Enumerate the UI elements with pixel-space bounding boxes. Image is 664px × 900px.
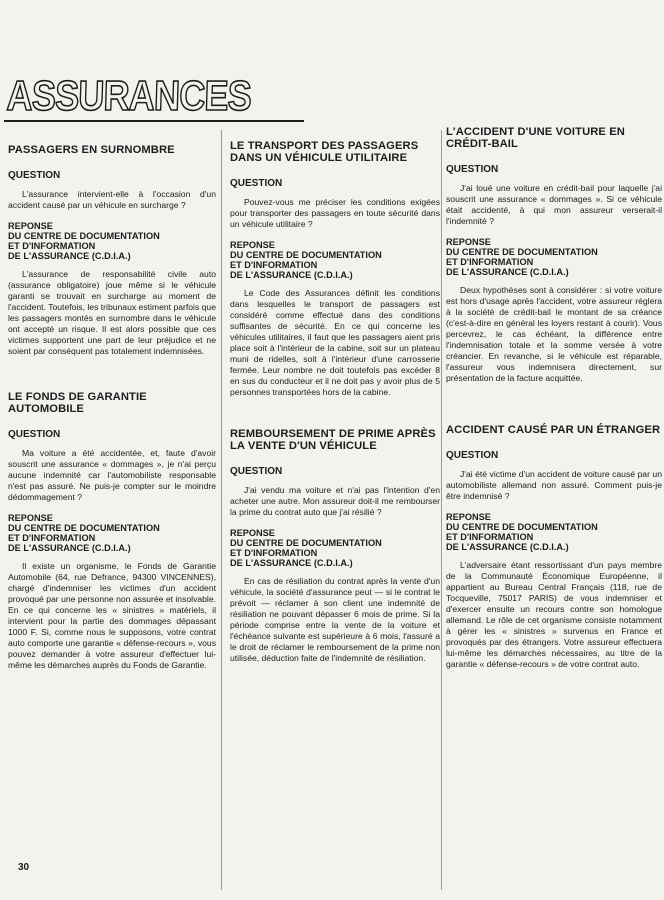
response-heading bbox=[8, 513, 216, 553]
question-label: QUESTION bbox=[8, 429, 61, 440]
question-text: J'ai loué une voiture en crédit-bail pour laquelle j'ai souscrit une assurance « dommages ». Si ce véhicule était accidenté, à qui mon assureur verserait-il l'indemnité ? bbox=[446, 183, 662, 226]
column-divider bbox=[221, 130, 222, 890]
answer-text: L'adversaire étant ressortissant d'un pays membre de la Communauté Économique Européenne, il appartient au Bureau Central Français (118, rue de Tocqueville, 75017 PARIS) de vous indemniser et d'exercer ensuite un recours contre son homologue allemand. Le rôle de cet organisme consiste notamment à gérer les « sinistres » survenus en France et provoqués par des étrangers. Votre assureur effectuera lui-même les démarches nécessaires, au titre de la garantie « défense-recours » de votre contrat auto. bbox=[446, 560, 662, 669]
question-label: QUESTION bbox=[8, 170, 61, 181]
response-line: DU CENTRE DE DOCUMENTATION bbox=[8, 523, 160, 533]
question-label: QUESTION bbox=[230, 466, 283, 477]
title-underline bbox=[4, 120, 304, 122]
response-line: REPONSE bbox=[8, 513, 53, 523]
article-title: LE FONDS DE GARANTIE AUTOMOBILE bbox=[8, 391, 147, 415]
article-credit-bail bbox=[446, 126, 662, 384]
response-heading bbox=[446, 237, 662, 277]
column-1 bbox=[8, 144, 216, 695]
response-line: REPONSE bbox=[446, 237, 491, 247]
response-line: REPONSE bbox=[446, 512, 491, 522]
article-passagers-surnombre bbox=[8, 144, 216, 357]
response-line: DE L'ASSURANCE (C.D.I.A.) bbox=[230, 270, 353, 280]
response-line: DE L'ASSURANCE (C.D.I.A.) bbox=[446, 267, 569, 277]
question-text: Pouvez-vous me préciser les conditions exigées pour transporter des passagers en toute sécurité dans un véhicule utilitaire ? bbox=[230, 197, 440, 229]
article-title: L'ACCIDENT D'UNE VOITURE EN CRÉDIT-BAIL bbox=[446, 126, 625, 150]
response-line: ET D'INFORMATION bbox=[446, 257, 534, 267]
response-line: ET D'INFORMATION bbox=[230, 260, 318, 270]
answer-text: En cas de résiliation du contrat après la vente d'un véhicule, la société d'assurance peut — si le contrat le prévoit — réclamer à son client une indemnité de résiliation ne pouvant dépasser 6 mois de prime. Si la période comprise entre la vente de la voiture et l'échéance suivante est supérieure à 6 mois, l'assuré a le droit de réclamer le remboursement de la prime non utilisée, déduction faite de l'indemnité de résiliation. bbox=[230, 576, 440, 663]
article-transport-passagers bbox=[230, 140, 440, 398]
response-heading bbox=[8, 221, 216, 261]
response-line: REPONSE bbox=[230, 528, 275, 538]
column-divider bbox=[441, 130, 442, 890]
question-text: J'ai été victime d'un accident de voiture causé par un automobiliste allemand non assuré. Comment puis-je être indemnisé ? bbox=[446, 469, 662, 501]
response-line: DU CENTRE DE DOCUMENTATION bbox=[8, 231, 160, 241]
article-remboursement-prime bbox=[230, 428, 440, 664]
question-label: QUESTION bbox=[230, 178, 283, 189]
question-label: QUESTION bbox=[446, 164, 499, 175]
question-text: L'assurance intervient-elle à l'occasion d'un accident causé par un véhicule en surcharge ? bbox=[8, 189, 216, 210]
question-label: QUESTION bbox=[446, 450, 499, 461]
column-3 bbox=[446, 126, 662, 694]
response-line: ET D'INFORMATION bbox=[446, 532, 534, 542]
article-title: REMBOURSEMENT DE PRIME APRÈS LA VENTE D'UN VÉHICULE bbox=[230, 428, 436, 452]
article-title: LE TRANSPORT DES PASSAGERS DANS UN VÉHICULE UTILITAIRE bbox=[230, 140, 419, 164]
response-line: REPONSE bbox=[230, 240, 275, 250]
page-header bbox=[4, 70, 304, 130]
answer-text: Deux hypothèses sont à considérer : si votre voiture est hors d'usage après l'accident, votre assureur réglera à la société de crédit-bail le montant de sa créance (c'est-à-dire en général les loyers restant à courir). Vous percevrez, le cas échéant, la différence entre l'indemnisation totale et la somme versée à votre créancier. En revanche, si le véhicule est réparable, l'assureur vous indemnisera directement, sur présentation de la facture acquittée. bbox=[446, 285, 662, 383]
response-heading bbox=[230, 528, 440, 568]
response-line: DU CENTRE DE DOCUMENTATION bbox=[230, 538, 382, 548]
response-line: DU CENTRE DE DOCUMENTATION bbox=[446, 522, 598, 532]
article-accident-etranger bbox=[446, 424, 662, 670]
response-line: DE L'ASSURANCE (C.D.I.A.) bbox=[446, 542, 569, 552]
page-title: ASSURANCES bbox=[5, 72, 252, 119]
question-text: Ma voiture a été accidentée, et, faute d'avoir souscrit une assurance « dommages », je n'ai perçu aucune indemnité car l'automobiliste responsable n'est pas assuré. Ne puis-je compter sur le moindre dédommagement ? bbox=[8, 448, 216, 502]
response-heading bbox=[446, 512, 662, 552]
response-line: ET D'INFORMATION bbox=[8, 241, 96, 251]
response-line: REPONSE bbox=[8, 221, 53, 231]
article-fonds-garantie bbox=[8, 391, 216, 671]
response-line: ET D'INFORMATION bbox=[8, 533, 96, 543]
column-2 bbox=[230, 140, 440, 688]
response-line: DE L'ASSURANCE (C.D.I.A.) bbox=[8, 543, 131, 553]
response-line: DE L'ASSURANCE (C.D.I.A.) bbox=[230, 558, 353, 568]
response-line: DE L'ASSURANCE (C.D.I.A.) bbox=[8, 251, 131, 261]
answer-text: Le Code des Assurances définit les conditions dans lesquelles le transport de passagers est considéré comme effectué dans des conditions suffisantes de sécurité. En ce qui concerne les véhicules utilitaires, il faut que les passagers aient pris place soit à l'intérieur de la cabine, soit sur un plateau muni de ridelles, soit à l'intérieur d'une carrosserie fermée. Leur nombre ne doit toutefois pas excéder 8 en sus du conducteur et il ne doit pas y avoir plus de 5 personnes transportées hors de la cabine. bbox=[230, 288, 440, 397]
response-heading bbox=[230, 240, 440, 280]
question-text: J'ai vendu ma voiture et n'ai pas l'intention d'en acheter une autre. Mon assureur doit-il me rembourser la prime du contrat auto que j'ai résilié ? bbox=[230, 485, 440, 517]
answer-text: L'assurance de responsabilité civile auto (assurance obligatoire) joue même si le véhicule garanti se trouvait en surcharge au moment de l'accident. Toutefois, les tribunaux estiment parfois que les passagers montés en surnombre dans le véhicule ont accepté un risque. Il est alors possible que ces victimes supportent une part de leur préjudice et ne soient par conséquent pas totalement indemnisées. bbox=[8, 269, 216, 356]
response-line: ET D'INFORMATION bbox=[230, 548, 318, 558]
answer-text: Il existe un organisme, le Fonds de Garantie Automobile (64, rue Defrance, 94300 VINCENNES), chargé d'indemniser les victimes d'un accident provoqué par une personne non assurée et insolvable. En ce qui concerne les « sinistres » matériels, il intervient pour la partie des dommages dépassant 1000 F. Si, comme nous le supposons, votre contrat auto comporte une garantie « défense-recours », vous pouvez demander à votre assureur d'effectuer lui-même les démarches auprès du Fonds de Garantie. bbox=[8, 561, 216, 670]
response-line: DU CENTRE DE DOCUMENTATION bbox=[446, 247, 598, 257]
article-title: ACCIDENT CAUSÉ PAR UN ÉTRANGER bbox=[446, 424, 661, 436]
page-number: 30 bbox=[18, 862, 30, 873]
article-title: PASSAGERS EN SURNOMBRE bbox=[8, 144, 175, 156]
response-line: DU CENTRE DE DOCUMENTATION bbox=[230, 250, 382, 260]
